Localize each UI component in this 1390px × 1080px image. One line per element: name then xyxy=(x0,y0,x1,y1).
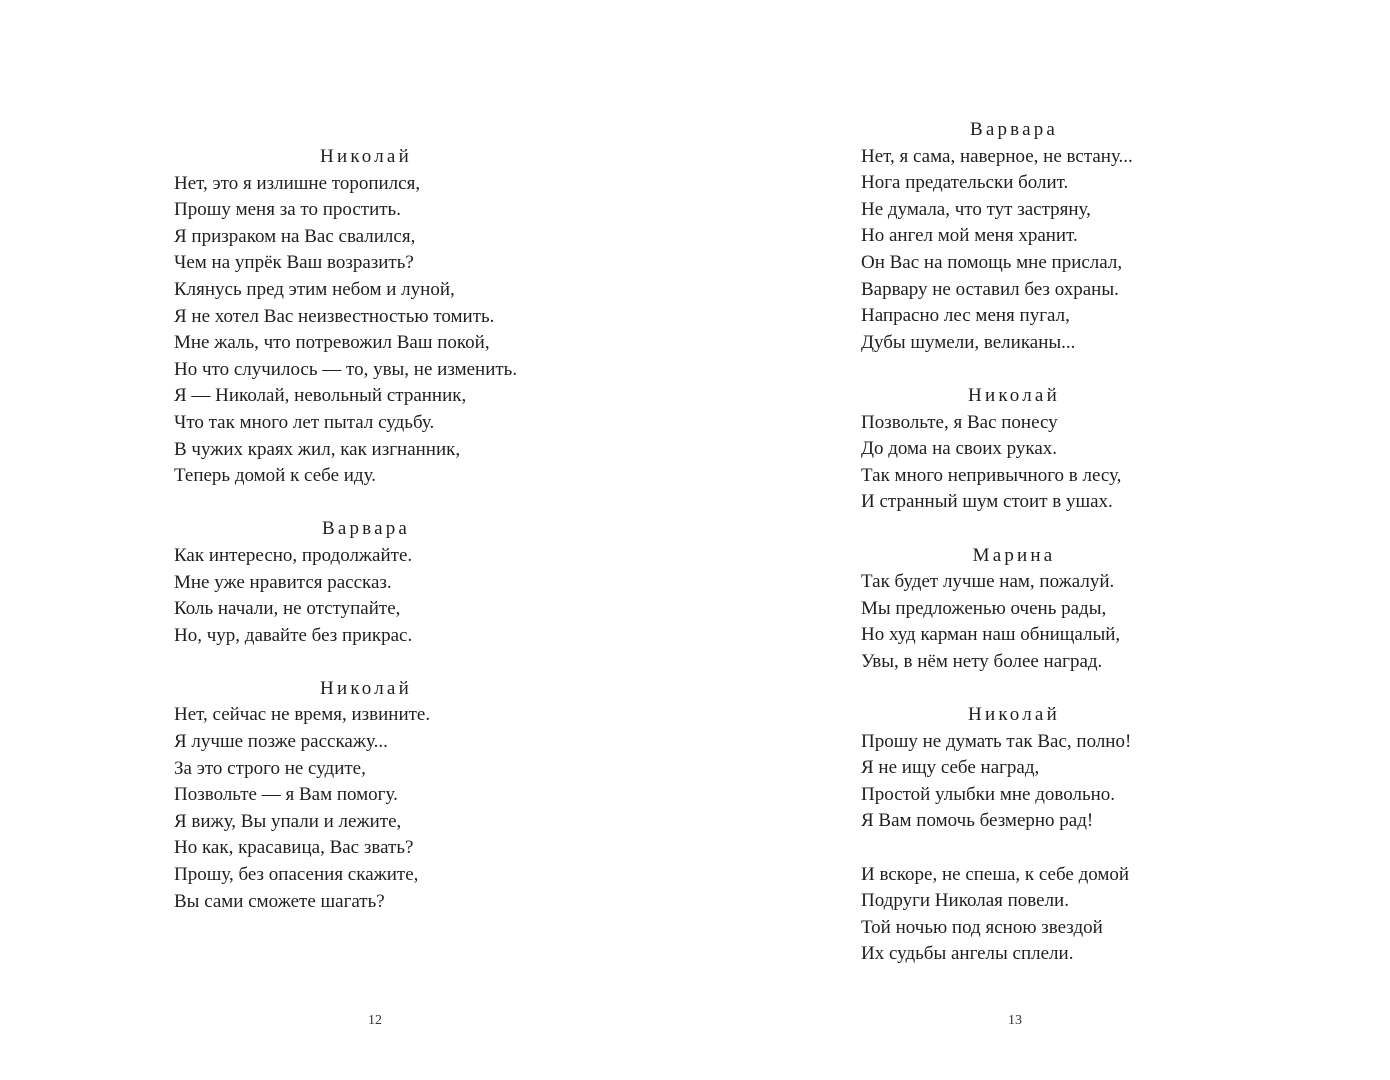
verse-line: Так будет лучше нам, пожалуй. xyxy=(861,571,1115,593)
verse-line: Я — Николай, невольный странник, xyxy=(174,385,467,407)
verse-line: Что так много лет пытал судьбу. xyxy=(174,411,435,433)
verse-line: Чем на упрёк Ваш возразить? xyxy=(174,252,414,274)
verse-line: И странный шум стоит в ушах. xyxy=(861,491,1113,513)
verse-line: Но ангел мой меня хранит. xyxy=(861,225,1078,247)
speaker-name: Николай xyxy=(968,384,1060,406)
verse-line: Нет, это я излишне торопился, xyxy=(174,172,421,194)
right-page xyxy=(695,0,1390,1080)
verse-line: Не думала, что тут застряну, xyxy=(861,198,1091,220)
speaker-name: Варвара xyxy=(969,119,1059,140)
verse-line: Но что случилось — то, увы, не изменить. xyxy=(174,358,518,380)
stanza xyxy=(174,516,594,649)
verse-line: Нога предательски болит. xyxy=(861,172,1069,194)
left-page-text xyxy=(174,144,594,915)
verse-line: Я вижу, Вы упали и лежите, xyxy=(174,810,402,832)
verse-line: До дома на своих руках. xyxy=(861,438,1058,460)
verse-line: Но как, красавица, Вас звать? xyxy=(174,837,414,859)
verse-line: Но худ карман наш обнищалый, xyxy=(861,624,1121,646)
verse-line: Теперь домой к себе иду. xyxy=(174,465,376,487)
stanza xyxy=(861,862,1281,968)
speaker-name: Марина xyxy=(972,544,1056,566)
verse-line: Позвольте, я Вас понесу xyxy=(861,411,1058,433)
verse-line: Нет, я сама, наверное, не встану... xyxy=(861,145,1133,167)
verse-line: Прошу, без опасения скажите, xyxy=(174,864,419,886)
verse-line: Прошу меня за то простить. xyxy=(174,199,401,221)
verse-line: Но, чур, давайте без прикрас. xyxy=(174,624,413,646)
verse-line: Я Вам помочь безмерно рад! xyxy=(861,810,1094,832)
page-number-right: 13 xyxy=(1008,1013,1022,1028)
verse-line: Варвару не оставил без охраны. xyxy=(861,278,1119,300)
verse-line: Их судьбы ангелы сплели. xyxy=(861,943,1074,965)
stanza xyxy=(174,144,594,490)
verse-line: Напрасно лес меня пугал, xyxy=(861,305,1070,327)
stanza xyxy=(861,543,1281,676)
verse-line: Прошу не думать так Вас, полно! xyxy=(861,730,1132,752)
verse-line: Простой улыбки мне довольно. xyxy=(861,783,1116,805)
speaker-name: Николай xyxy=(320,146,412,167)
verse-line: Увы, в нём нету более наград. xyxy=(861,650,1103,672)
verse-line: Той ночью под ясною звездой xyxy=(861,916,1103,938)
verse-line: Подруги Николая повели. xyxy=(861,890,1069,912)
verse-line: Как интересно, продолжайте. xyxy=(174,544,413,566)
verse-line: Мы предложенью очень рады, xyxy=(861,597,1107,619)
verse-line: Я не ищу себе наград, xyxy=(861,757,1040,779)
stanza xyxy=(861,383,1281,516)
speaker-name: Николай xyxy=(320,677,412,699)
verse-line: Так много непривычного в лесу, xyxy=(861,464,1122,486)
verse-line: Мне жаль, что потревожил Ваш покой, xyxy=(174,332,490,354)
stanza xyxy=(174,676,594,915)
speaker-name: Варвара xyxy=(321,518,411,540)
stanza xyxy=(861,702,1281,835)
verse-line: Я лучше позже расскажу... xyxy=(174,731,388,753)
right-page-text xyxy=(861,117,1281,968)
verse-line: И вскоре, не спеша, к себе домой xyxy=(861,863,1130,885)
verse-line: Я призраком на Вас свалился, xyxy=(174,225,416,247)
stanza xyxy=(861,117,1281,356)
verse-line: За это строго не судите, xyxy=(174,757,366,779)
page-number-left: 12 xyxy=(368,1013,382,1028)
verse-line: В чужих краях жил, как изгнанник, xyxy=(174,438,461,460)
verse-line: Дубы шумели, великаны... xyxy=(861,331,1076,353)
verse-line: Коль начали, не отступайте, xyxy=(174,598,401,620)
verse-line: Я не хотел Вас неизвестностью томить. xyxy=(174,305,495,327)
verse-line: Вы сами сможете шагать? xyxy=(174,890,385,912)
speaker-name: Николай xyxy=(968,704,1060,726)
verse-line: Мне уже нравится рассказ. xyxy=(174,571,392,593)
verse-line: Позвольте — я Вам помогу. xyxy=(174,784,398,806)
verse-line: Клянусь пред этим небом и луной, xyxy=(174,278,455,300)
verse-line: Он Вас на помощь мне прислал, xyxy=(861,251,1123,273)
verse-line: Нет, сейчас не время, извините. xyxy=(174,704,431,726)
